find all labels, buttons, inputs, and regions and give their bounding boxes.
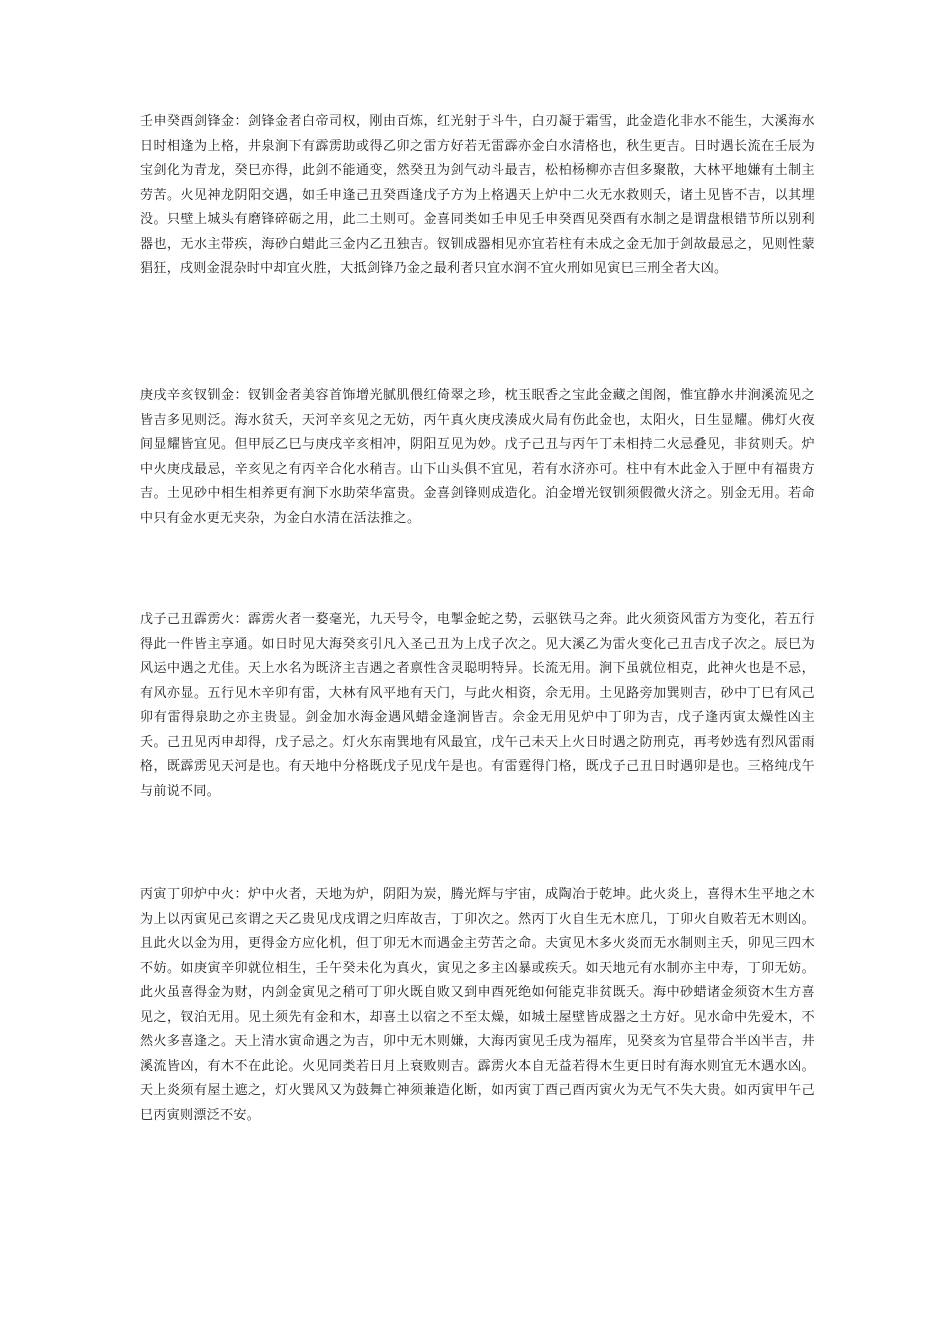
paragraph-luzhong-huo: 丙寅丁卯炉中火：炉中火者，天地为炉，阴阳为炭，腾光辉与宇宙，成陶冶于乾坤。此火炎上，喜得木生平地之木为上以丙寅见己亥谓之天乙贵见戊戌谓之归库故吉，丁卯次之。然丙丁火自生无木庶几，丁卯火自败若无木则凶。且此火以金为用，更得金方应化机，但丁卯无木而遇金主劳苦之命。夫寅见木多火炎而无水制则主夭，卯见三四木不妨。如庚寅辛卯就位相生，壬午癸未化为真火，寅见之多主凶暴或疾夭。如天地元有水制亦主中寿，丁卯无妨。此火虽喜得金为财，内剑金寅见之稍可丁卯火既自败又到申酉死绝如何能克非贫既夭。海中砂蜡诸金须资木生方喜见之，钗泊无用。见土须先有金和木，却喜土以宿之不至太燥，如城土屋壁皆成器之土方好。见水命中先爱木，不然火多喜逢之。天上清水寅命遇之为吉，卯中无木则嫌，大海丙寅见壬戌为福库，见癸亥为官星带合半凶半吉，井溪流皆凶，有木不在此论。火见同类若日月上衰败则吉。霹雳火本自无益若得木生更日时有海水则宜无木遇水凶。天上炎须有屋土遮之，灯火巽风又为鼓舞亡神须兼造化断，如丙寅丁酉己酉丙寅火为无气不失大贵。如丙寅甲午己巳丙寅则漂泛不安。: [140, 887, 815, 1123]
paragraph-jianfeng-jin: 壬申癸酉剑锋金：剑锋金者白帝司权，刚由百炼，红光射于斗牛，白刃凝于霜雪，此金造化非水不能生，大溪海水日时相逢为上格，井泉涧下有霹雳助或得乙卯之雷方好若无雷霹亦金白水清格也，秋生更吉。日时遇长流在壬辰为宝剑化为青龙，癸巳亦得，此剑不能通变，然癸丑为剑气动斗最吉，松柏杨柳亦吉但多聚散，大林平地嫌有土制主劳苦。火见神龙阴阳交遇，如壬申逢己丑癸酉逢戊子方为上格遇天上炉中二火无水救则夭，诸土见皆不吉，以其埋没。只壁上城头有磨锋碎砺之用，此二土则可。金喜同类如壬申见壬申癸酉见癸酉有水制之是谓盘根错节所以别利器也，无水主带疾，海砂白蜡此三金内乙丑独吉。钗钏成器相见亦宜若柱有未成之金无加于剑故最忌之，见则性蒙猖狂，戌则金混杂时中却宜火胜，大抵剑锋乃金之最利者只宜水润不宜火刑如见寅巳三刑全者大凶。: [140, 114, 815, 276]
paragraph-pili-huo: 戊子己丑霹雳火：霹雳火者一婺毫光，九天号令，电掣金蛇之势，云驱铁马之奔。此火须资风雷方为变化，若五行得此一件皆主享通。如日时见大海癸亥引凡入圣己丑为上戊子次之。见大溪乙为雷火变化己丑吉戊子次之。辰巳为风运中遇之尤佳。天上水名为既济主吉遇之者禀性含灵聪明特异。长流无用。涧下虽就位相克，此神火也是不忌，有风亦显。五行见木辛卯有雷，大林有风平地有天门，与此火相资，佘无用。土见路旁加巽则吉，砂中丁巳有风己卯有雷得泉助之亦主贵显。剑金加水海金遇风蜡金逢涧皆吉。佘金无用见炉中丁卯为吉，戊子逢丙寅太燥性凶主夭。己丑见丙申却得，戊子忌之。灯火东南巽地有风最宜，戊午己未天上火日时遇之防刑克，再考妙选有烈风雷雨格，既霹雳见天河是也。有天地中分格既戊子见戊午是也。有雷霆得门格，既戊子己丑日时遇卯是也。三格纯戊午与前说不同。: [140, 612, 815, 799]
paragraph-chaichuan-jin: 庚戌辛亥钗钏金：钗钏金者美容首饰增光腻肌偎红倚翠之珍，枕玉眠香之宝此金藏之闺阁，惟宜静水井涧溪流见之皆吉多见则泛。海水贫夭，天河辛亥见之无妨，丙午真火庚戌湊成火局有伤此金也，太阳火，日生显耀。佛灯火夜间显耀皆宜见。但甲辰乙巳与庚戌辛亥相冲，阴阳互见为妙。戊子己丑与丙午丁未相持二火忌叠见，非贫则夭。炉中火庚戌最忌，辛亥见之有丙辛合化水稍吉。山下山头俱不宜见，若有水济亦可。柱中有木此金入于匣中有福贵方吉。土见砂中相生相养更有涧下水助荣华富贵。金喜剑锋则成造化。泊金增光钗钏须假微火济之。别金无用。若命中只有金水更无夹杂，为金白水清在活法推之。: [140, 388, 815, 526]
